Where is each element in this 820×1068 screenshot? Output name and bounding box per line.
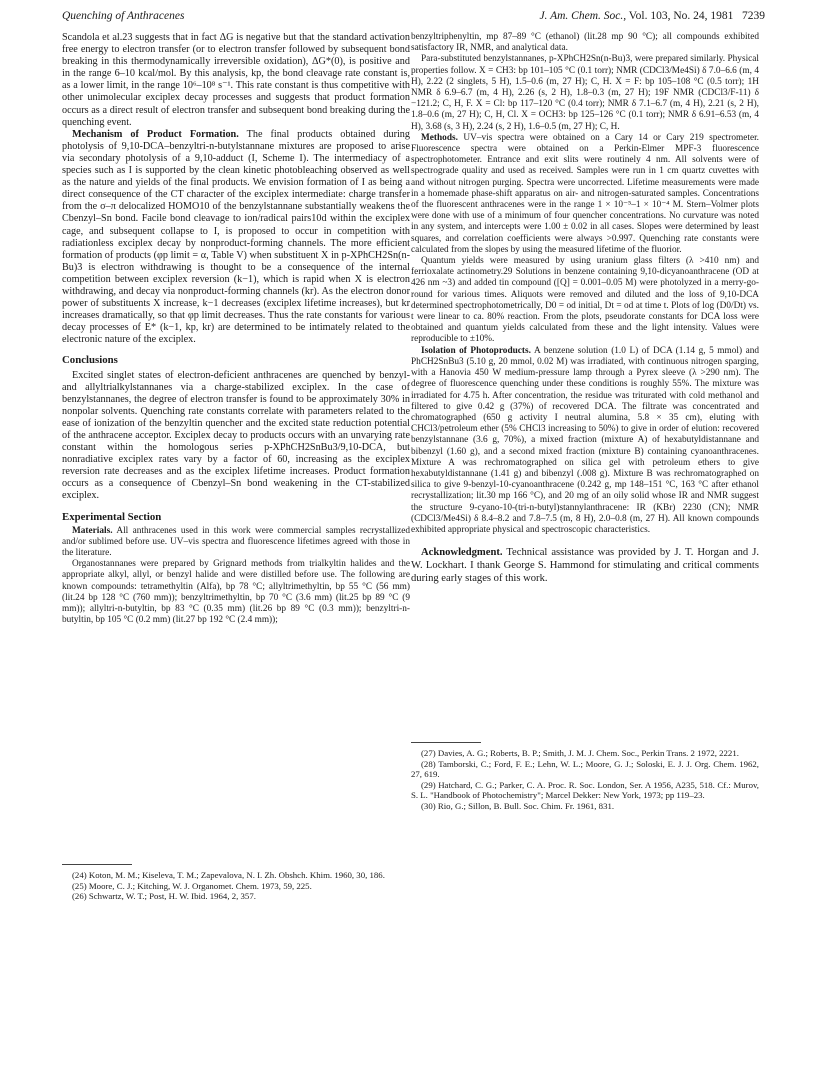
mechanism-heading: Mechanism of Product Formation. [72, 128, 239, 140]
materials-body: All anthracenes used in this work were commercial samples recrystallized and/or sublimed before use. UV–vis spectra and fluorescence lifetimes agreed with those in the literature. [62, 525, 411, 559]
left-footnotes [62, 856, 410, 902]
header-citation [539, 10, 765, 22]
footnote: (25) Moore, C. J.; Kitching, W. J. Organomet. Chem. 1973, 59, 225. [72, 880, 312, 891]
footnote: (26) Schwartz, W. T.; Post, H. W. Ibid. 1964, 2, 357. [72, 891, 256, 902]
mechanism-body: The final products obtained during photolysis of 9,10-DCA–benzyltri-n-butylstannane mixtures are proposed to arise via secondary photolysis of a 9,10-adduct (I, Scheme I). The intermediacy of a species such as I is supported by the clean kinetic photobleaching observed as well as the nature and yields of the final products. We envision formation of I as being a direct consequence of the CT character of the exciplex intermediate: charge transfer from the σ–π delocalized HOMO10 of the benzylstannane substantially weakens the Cbenzyl–Sn bond. Facile bond cleavage to ion/radical pairs10d within the exciplex cage, and subsequent collapse to I, is proposed to occur in competition with radiationless exciplex decay by nonproduct-forming channels. The more efficient formation of products (φp limit = α, Table V) when substituent X in p-XPhCH2Sn(n-Bu)3 is electron withdrawing is thought to be a consequence of the internal competition between exciplex reversion (k−1), which is rapid when X is electron withdrawing, and decay via nonproduct-forming channels (kr). As the electron donor power of substituents X increase, k−1 decreases (exciplex lifetime increases), but kr increases dramatically, so that φp limit decreases. Thus the rate constants for various decay processes of E* (k−1, kp, kr) are determined to be intimately related to the electronic nature of the exciplex. [62, 128, 410, 346]
left-column [62, 32, 410, 626]
footnote: (30) Rio, G.; Sillon, B. Bull. Soc. Chim. Fr. 1961, 831. [421, 800, 615, 811]
methods-paragraph [411, 133, 759, 256]
header-journal: J. Am. Chem. Soc., [539, 10, 627, 22]
experimental-heading: Experimental Section [62, 510, 162, 523]
para-stannanes-paragraph: Para-substituted benzylstannanes, p-XPhCH2Sn(n-Bu)3, were prepared similarly. Physical properties follow. X = CH3: bp 101–105 °C (0.1 torr); NMR (CDCl3/Me4Si) δ 7.0–6.6 (m, 4 H), 2.22 (2 singlets, 5 H), 1.5–0.6 (m, 27 H); C, H. X = F: bp 105–108 °C (0.5 torr); 1H NMR δ 6.9–6.7 (m, 4 H), 2.26 (s, 2 H), 1.8–0.3 (m, 27 H); 19F NMR (CDCl3/F-11) δ −121.2; C, H, F. X = Cl: bp 117–120 °C (0.4 torr); NMR δ 7.1–6.7 (m, 4 H), 2.21 (s, 2 H), 1.8–0.6 (m, 27 H); C, H, Cl. X = OCH3: bp 125–126 °C (0.1 torr); NMR δ 6.91–6.53 (m, 4 H), 3.68 (s, 3 H), 2.24 (s, 2 H), 1.6–0.5 (m, 27 H); C, H. [411, 54, 759, 132]
continuation-paragraph: benzyltriphenyltin, mp 87–89 °C (ethanol) (lit.28 mp 90 °C); all compounds exhibited satisfactory IR, NMR, and analytical data. [411, 32, 759, 54]
acknowledgment-body: Technical assistance was provided by J. T. Horgan and J. W. Lockhart. I thank George S. Hammond for stimulating and critical comments during early stages of this work. [411, 547, 759, 585]
methods-heading: Methods. [421, 132, 458, 143]
isolation-heading: Isolation of Photoproducts. [421, 345, 531, 356]
header-volume: Vol. 103, No. 24, 1981 [628, 10, 734, 22]
acknowledgment-paragraph [411, 546, 759, 585]
organostannanes-paragraph: Organostannanes were prepared by Grignard methods from trialkyltin halides and the appropriate alkyl, allyl, or benzyl halide and were distilled before use. The following are known compounds: tetramethyltin (Alfa), bp 78 °C; allyltrimethyltin, bp 55 °C (56 mm) (lit.24 bp 128 °C (760 mm)); benzyltrimethyltin, bp 70 °C (3.6 mm) (lit.25 bp 89 °C (9 mm)); allyltri-n-butyltin, bp 83 °C (0.35 mm) (lit.26 bp 89 °C (0.3 mm)); benzyltri-n-butyltin, bp 105 °C (0.2 mm) (lit.27 bp 192 °C (2.4 mm)); [62, 559, 410, 626]
right-column [411, 32, 759, 585]
isolation-body: A benzene solution (1.0 L) of DCA (1.14 g, 5 mmol) and PhCH2SnBu3 (5.10 g, 20 mmol, 0.02 M) was irradiated, with continuous nitrogen sparging, with a Hanovia 450 W medium-pressure lamp through a Pyrex sleeve (λ >290 nm). The degree of fluorescence quenching under these conditions is roughly 55%. The mixture was irradiated for 4.75 h. After concentration, the residue was triturated with cold methanol and filtered to give 0.42 g (37%) of recovered DCA. The filtrate was concentrated and chromatographed (650 g activity I neutral alumina, 5.8 × 35 cm), eluting with CHCl3/petroleum ether (5% CHCl3 increasing to 50%) to give in order of elution: recovered benzylstannane (3.6 g, 70%), a mixed fraction (mixture A) of hexabutyldistannane and bibenzyl (1.60 g), and a second mixed fraction (mixture B) containing cyanoanthracenes. Mixture A was rechromatographed on silica gel with petroleum ethers to give hexabutyldistannane (1.41 g) and bibenzyl (.008 g). Mixture B was rechromatographed on silica to give 9-benzyl-10-cyanoanthracene (0.242 g, mp 148–151 °C, 163 °C after ethanol recrystallization; lit.30 mp 166 °C), and 20 mg of an oily solid whose IR and NMR suggest the structure 9-cyano-10-(tri-n-butyl)stannylanthracene: IR (KBr) 2230 (CN); NMR (CDCl3/Me4Si) δ 8.4–8.2 and 7.8–7.5 (m, 8 H), 2.0–0.8 (m, 27 H). All known compounds exhibited appropriate physical and spectroscopic characteristics. [411, 345, 759, 535]
intro-paragraph: Scandola et al.23 suggests that in fact ΔG is negative but that the standard activation free energy to electron transfer (or to electron transfer followed by subsequent bond breaking in this thermodynamically irreversible oxidation), ΔG*(0), is positive and in the range 6–10 kcal/mol. By this analysis, kp, the bond cleavage rate constant is, as a lower limit, in the range 10⁶–10⁸ s⁻¹. This rate constant is thus competitive with other unimolecular exciplex decay processes and suggests that product formation occurs as a direct result of electron transfer and subsequent bond breaking during the quenching event. [62, 32, 410, 128]
footnote-divider [411, 742, 481, 743]
footnote: (27) Davies, A. G.; Roberts, B. P.; Smith, J. M. J. Chem. Soc., Perkin Trans. 2 1972, 2221. [421, 748, 739, 758]
header-title: Quenching of Anthracenes [62, 10, 185, 22]
right-footnotes [411, 734, 759, 812]
conclusions-paragraph: Excited singlet states of electron-deficient anthracenes are quenched by benzyl- and allyltrialkylstannanes via a charge-stabilized exciplex. In the case of benzylstannanes, the degree of electron transfer is found to be approximately 30% in nonpolar solvents. Quenching rate constants correlate with parameters related to the ease of ionization of the benzyltin quencher and the excited state reduction potential of the anthracene acceptor. Exciplex decay to products occurs with an unvarying rate constant within the homologous series p-XPhCH2SnBu3/9,10-DCA, but nonradiative exciplex rates vary by a factor of 60, increasing as the exciplex reversion rate decreases and as the exciplex lifetime increases. Product formation occurs as a consequence of Cbenzyl–Sn bond weakening in the CT-stabilized exciplex. [62, 369, 410, 502]
page-number: 7239 [742, 10, 765, 22]
mechanism-paragraph [62, 129, 410, 347]
footnote: (28) Tamborski, C.; Ford, F. E.; Lehn, W. L.; Moore, G. J.; Soloski, E. J. J. Org. Chem. 1962, 27, 619. [411, 758, 759, 780]
footnote: (29) Hatchard, C. G.; Parker, C. A. Proc. R. Soc. London, Ser. A 1956, A235, 518. Cf.: Murov, S. L. "Handbook of Photochemistry"; Marcel Dekker: New York, 1973; pp 119–23. [411, 779, 759, 801]
conclusions-heading: Conclusions [62, 354, 118, 367]
footnote: (24) Koton, M. M.; Kiseleva, T. M.; Zapevalova, N. I. Zh. Obshch. Khim. 1960, 30, 186. [72, 870, 385, 880]
footnote-divider [62, 864, 132, 865]
isolation-paragraph [411, 346, 759, 536]
running-header [62, 6, 765, 26]
materials-paragraph [62, 526, 410, 560]
acknowledgment-heading: Acknowledgment. [421, 547, 503, 559]
materials-heading: Materials. [72, 525, 113, 536]
methods-body: UV–vis spectra were obtained on a Cary 14 or Cary 219 spectrometer. Fluorescence spectra were obtained on a Perkin-Elmer MPF-3 fluorescence spectrophotometer. Entrance and exit slits were routinely 4 nm. All solvents were of spectrograde quality and used as received. Samples were run in 1 cm quartz cuvettes with and without nitrogen purging. Spectra were uncorrected. Lifetime measurements were made in a homemade phase-shift apparatus on air- and nitrogen-saturated samples. Concentrations of the fluorescent anthracenes were in the range 1 × 10⁻⁵–1 × 10⁻⁴ M. Stern–Volmer plots were done with use of a minimum of four quencher concentrations. No curvature was noted in any system, and intercepts were 1.00 ± 0.02 in all cases. Slopes were determined by least squares, and correlation coefficients were always >0.997. Quenching rate constants were calculated from the slopes by using the measured lifetime of the fluorior. [411, 132, 759, 255]
quantum-yield-paragraph: Quantum yields were measured by using uranium glass filters (λ >410 nm) and ferrioxalate actinometry.29 Solutions in benzene containing 9,10-dicyanoanthracene (OD at 426 nm ~3) and added tin compound ([Q] = 0.001–0.05 M) were photolyzed in a merry-go-round for various times. Aliquots were removed and diluted and the loss of 9,10-DCA determined spectrophotometrically, D0 = od initial, Dt = od at time t. Plots of log (D0/Dt) vs. t were linear to ca. 80% reaction. From the plots, pseudorate constants for DCA loss were obtained and quantum yields calculated from these and the light intensity. Values were reproducible to ±10%. [411, 256, 759, 345]
